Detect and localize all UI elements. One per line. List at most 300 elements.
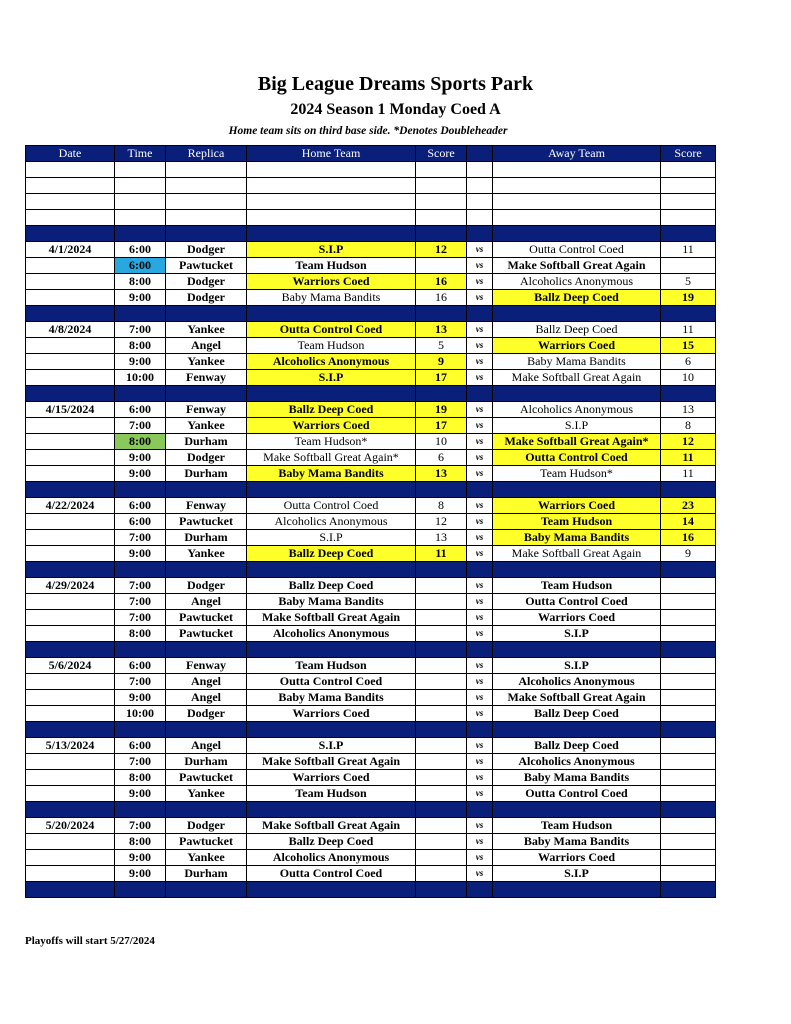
replica-cell: Yankee — [166, 354, 247, 370]
home-score-cell — [416, 194, 467, 210]
time-cell: 9:00 — [115, 546, 166, 562]
vs-cell: vs — [467, 338, 493, 354]
vs-cell: vs — [467, 866, 493, 882]
table-row — [26, 818, 716, 834]
away-score-cell — [661, 610, 716, 626]
replica-cell: Fenway — [166, 370, 247, 386]
separator-cell — [661, 882, 716, 898]
time-cell: 6:00 — [115, 498, 166, 514]
table-row — [26, 498, 716, 514]
separator-cell — [115, 562, 166, 578]
away-score-cell: 12 — [661, 434, 716, 450]
away-score-cell — [661, 738, 716, 754]
away-score-cell — [661, 706, 716, 722]
table-row — [26, 706, 716, 722]
home-team-cell — [247, 194, 416, 210]
table-row — [26, 258, 716, 274]
vs-cell: vs — [467, 706, 493, 722]
separator-cell — [26, 802, 115, 818]
date-cell: 4/22/2024 — [26, 498, 115, 514]
vs-cell: vs — [467, 786, 493, 802]
home-team-cell: Team Hudson* — [247, 434, 416, 450]
away-team-cell: Alcoholics Anonymous — [493, 274, 661, 290]
home-team-cell: Ballz Deep Coed — [247, 834, 416, 850]
time-cell: 6:00 — [115, 658, 166, 674]
replica-cell: Pawtucket — [166, 626, 247, 642]
table-row — [26, 162, 716, 178]
time-cell: 9:00 — [115, 786, 166, 802]
replica-cell: Dodger — [166, 274, 247, 290]
separator-cell — [467, 306, 493, 322]
home-team-cell — [247, 210, 416, 226]
table-row — [26, 626, 716, 642]
home-score-cell — [416, 162, 467, 178]
away-team-cell: Make Softball Great Again* — [493, 434, 661, 450]
home-team-cell: Baby Mama Bandits — [247, 466, 416, 482]
time-cell: 9:00 — [115, 866, 166, 882]
home-team-cell: Outta Control Coed — [247, 322, 416, 338]
separator-cell — [493, 482, 661, 498]
table-row — [26, 674, 716, 690]
separator-cell — [247, 882, 416, 898]
separator-cell — [467, 226, 493, 242]
home-team-cell: Make Softball Great Again — [247, 610, 416, 626]
home-score-cell — [416, 706, 467, 722]
table-row — [26, 546, 716, 562]
away-score-cell: 5 — [661, 274, 716, 290]
away-team-cell: Baby Mama Bandits — [493, 354, 661, 370]
separator-cell — [247, 386, 416, 402]
date-cell — [26, 434, 115, 450]
separator-cell — [416, 226, 467, 242]
vs-cell: vs — [467, 274, 493, 290]
separator-cell — [115, 882, 166, 898]
date-cell: 5/13/2024 — [26, 738, 115, 754]
week-separator-row — [26, 802, 716, 818]
home-team-cell: Alcoholics Anonymous — [247, 354, 416, 370]
time-cell: 7:00 — [115, 322, 166, 338]
column-header-away-team: Away Team — [493, 146, 661, 162]
home-score-cell: 13 — [416, 322, 467, 338]
home-score-cell — [416, 658, 467, 674]
time-cell: 9:00 — [115, 450, 166, 466]
separator-cell — [115, 306, 166, 322]
replica-cell: Dodger — [166, 578, 247, 594]
playoffs-note: Playoffs will start 5/27/2024 — [25, 935, 155, 947]
home-team-cell: S.I.P — [247, 738, 416, 754]
away-score-cell — [661, 210, 716, 226]
schedule-body — [26, 162, 716, 898]
away-team-cell: Ballz Deep Coed — [493, 738, 661, 754]
table-row — [26, 866, 716, 882]
time-cell: 8:00 — [115, 338, 166, 354]
away-team-cell: Outta Control Coed — [493, 786, 661, 802]
replica-cell — [166, 210, 247, 226]
date-cell — [26, 338, 115, 354]
home-score-cell — [416, 178, 467, 194]
time-cell: 6:00 — [115, 738, 166, 754]
home-team-cell: S.I.P — [247, 370, 416, 386]
separator-cell — [166, 642, 247, 658]
home-team-cell: Alcoholics Anonymous — [247, 514, 416, 530]
replica-cell: Dodger — [166, 450, 247, 466]
replica-cell: Pawtucket — [166, 834, 247, 850]
home-score-cell: 12 — [416, 242, 467, 258]
table-row — [26, 594, 716, 610]
home-team-cell: Outta Control Coed — [247, 674, 416, 690]
separator-cell — [467, 882, 493, 898]
away-team-cell: Ballz Deep Coed — [493, 322, 661, 338]
replica-cell: Angel — [166, 674, 247, 690]
column-header-home-team: Home Team — [247, 146, 416, 162]
replica-cell: Pawtucket — [166, 514, 247, 530]
date-cell: 4/1/2024 — [26, 242, 115, 258]
date-cell — [26, 546, 115, 562]
separator-cell — [493, 562, 661, 578]
away-team-cell: Alcoholics Anonymous — [493, 402, 661, 418]
away-team-cell: Alcoholics Anonymous — [493, 754, 661, 770]
home-score-cell — [416, 786, 467, 802]
home-score-cell — [416, 674, 467, 690]
away-team-cell: Make Softball Great Again — [493, 370, 661, 386]
page-title: Big League Dreams Sports Park — [257, 73, 534, 95]
replica-cell: Angel — [166, 690, 247, 706]
vs-cell: vs — [467, 418, 493, 434]
separator-cell — [115, 482, 166, 498]
away-score-cell — [661, 578, 716, 594]
away-team-cell: Warriors Coed — [493, 498, 661, 514]
time-cell: 8:00 — [115, 434, 166, 450]
date-cell — [26, 178, 115, 194]
date-cell — [26, 866, 115, 882]
away-score-cell — [661, 162, 716, 178]
vs-cell: vs — [467, 354, 493, 370]
home-score-cell: 8 — [416, 498, 467, 514]
vs-cell: vs — [467, 498, 493, 514]
replica-cell: Dodger — [166, 290, 247, 306]
replica-cell: Yankee — [166, 418, 247, 434]
table-header-row — [26, 146, 716, 162]
separator-cell — [661, 482, 716, 498]
table-row — [26, 242, 716, 258]
replica-cell: Dodger — [166, 818, 247, 834]
vs-cell: vs — [467, 258, 493, 274]
away-score-cell: 6 — [661, 354, 716, 370]
vs-cell: vs — [467, 530, 493, 546]
separator-cell — [661, 562, 716, 578]
table-row — [26, 210, 716, 226]
separator-cell — [115, 642, 166, 658]
home-team-cell: Make Softball Great Again — [247, 818, 416, 834]
away-team-cell — [493, 178, 661, 194]
away-score-cell — [661, 690, 716, 706]
home-score-cell: 11 — [416, 546, 467, 562]
away-score-cell — [661, 674, 716, 690]
time-cell: 6:00 — [115, 402, 166, 418]
home-team-cell: Team Hudson — [247, 338, 416, 354]
home-score-cell: 5 — [416, 338, 467, 354]
away-team-cell: Baby Mama Bandits — [493, 834, 661, 850]
home-score-cell — [416, 770, 467, 786]
home-score-cell: 13 — [416, 530, 467, 546]
vs-cell: vs — [467, 610, 493, 626]
vs-cell: vs — [467, 690, 493, 706]
date-cell: 5/20/2024 — [26, 818, 115, 834]
separator-cell — [416, 386, 467, 402]
vs-cell — [467, 162, 493, 178]
home-team-cell: Team Hudson — [247, 258, 416, 274]
vs-cell: vs — [467, 546, 493, 562]
replica-cell: Dodger — [166, 242, 247, 258]
week-separator-row — [26, 642, 716, 658]
separator-cell — [247, 226, 416, 242]
separator-cell — [416, 882, 467, 898]
away-score-cell — [661, 786, 716, 802]
week-separator-row — [26, 386, 716, 402]
vs-cell: vs — [467, 450, 493, 466]
date-cell — [26, 290, 115, 306]
replica-cell: Durham — [166, 866, 247, 882]
home-team-cell: Team Hudson — [247, 786, 416, 802]
time-cell: 7:00 — [115, 818, 166, 834]
table-row — [26, 434, 716, 450]
date-cell — [26, 194, 115, 210]
separator-cell — [661, 722, 716, 738]
week-separator-row — [26, 226, 716, 242]
table-row — [26, 754, 716, 770]
vs-cell: vs — [467, 738, 493, 754]
away-score-cell: 11 — [661, 450, 716, 466]
home-score-cell: 17 — [416, 418, 467, 434]
away-score-cell — [661, 834, 716, 850]
replica-cell: Yankee — [166, 786, 247, 802]
home-score-cell: 13 — [416, 466, 467, 482]
replica-cell: Pawtucket — [166, 258, 247, 274]
table-row — [26, 418, 716, 434]
home-team-cell: Baby Mama Bandits — [247, 290, 416, 306]
week-separator-row — [26, 482, 716, 498]
table-row — [26, 514, 716, 530]
home-score-cell: 16 — [416, 274, 467, 290]
separator-cell — [247, 802, 416, 818]
home-team-cell: Alcoholics Anonymous — [247, 850, 416, 866]
separator-cell — [115, 226, 166, 242]
away-team-cell: S.I.P — [493, 626, 661, 642]
table-row — [26, 658, 716, 674]
away-team-cell: S.I.P — [493, 866, 661, 882]
home-team-cell: Alcoholics Anonymous — [247, 626, 416, 642]
away-team-cell — [493, 210, 661, 226]
home-score-cell — [416, 626, 467, 642]
table-row — [26, 370, 716, 386]
table-row — [26, 450, 716, 466]
table-row — [26, 578, 716, 594]
date-cell — [26, 466, 115, 482]
table-row — [26, 770, 716, 786]
date-cell — [26, 162, 115, 178]
separator-cell — [416, 642, 467, 658]
home-team-cell: Warriors Coed — [247, 706, 416, 722]
away-team-cell: Warriors Coed — [493, 338, 661, 354]
home-score-cell: 17 — [416, 370, 467, 386]
column-header-away-score: Score — [661, 146, 716, 162]
separator-cell — [166, 882, 247, 898]
schedule-note: Home team sits on third base side. *Denotes Doubleheader — [228, 125, 508, 137]
away-score-cell: 23 — [661, 498, 716, 514]
away-team-cell: S.I.P — [493, 418, 661, 434]
table-row — [26, 178, 716, 194]
week-separator-row — [26, 722, 716, 738]
away-team-cell: Team Hudson — [493, 818, 661, 834]
home-team-cell: Baby Mama Bandits — [247, 594, 416, 610]
home-team-cell: Team Hudson — [247, 658, 416, 674]
vs-cell: vs — [467, 466, 493, 482]
table-row — [26, 738, 716, 754]
time-cell: 7:00 — [115, 610, 166, 626]
replica-cell: Durham — [166, 434, 247, 450]
separator-cell — [661, 306, 716, 322]
separator-cell — [661, 386, 716, 402]
week-separator-row — [26, 562, 716, 578]
replica-cell: Angel — [166, 738, 247, 754]
away-score-cell: 8 — [661, 418, 716, 434]
time-cell: 9:00 — [115, 850, 166, 866]
away-team-cell: Warriors Coed — [493, 610, 661, 626]
away-score-cell: 10 — [661, 370, 716, 386]
vs-cell — [467, 194, 493, 210]
time-cell: 7:00 — [115, 754, 166, 770]
home-team-cell: Outta Control Coed — [247, 498, 416, 514]
home-score-cell: 19 — [416, 402, 467, 418]
away-team-cell: Alcoholics Anonymous — [493, 674, 661, 690]
separator-cell — [416, 722, 467, 738]
vs-cell: vs — [467, 242, 493, 258]
vs-cell: vs — [467, 754, 493, 770]
separator-cell — [166, 306, 247, 322]
away-team-cell: Make Softball Great Again — [493, 690, 661, 706]
home-score-cell — [416, 834, 467, 850]
home-team-cell: S.I.P — [247, 530, 416, 546]
date-cell — [26, 530, 115, 546]
date-cell — [26, 418, 115, 434]
home-team-cell: Make Softball Great Again — [247, 754, 416, 770]
time-cell — [115, 162, 166, 178]
home-score-cell: 9 — [416, 354, 467, 370]
home-team-cell — [247, 162, 416, 178]
column-header-vs — [467, 146, 493, 162]
date-cell — [26, 786, 115, 802]
home-team-cell: Ballz Deep Coed — [247, 402, 416, 418]
home-score-cell: 16 — [416, 290, 467, 306]
table-row — [26, 834, 716, 850]
separator-cell — [26, 882, 115, 898]
date-cell — [26, 690, 115, 706]
away-team-cell: Ballz Deep Coed — [493, 290, 661, 306]
home-team-cell: Make Softball Great Again* — [247, 450, 416, 466]
vs-cell: vs — [467, 658, 493, 674]
away-team-cell: Baby Mama Bandits — [493, 530, 661, 546]
time-cell: 6:00 — [115, 514, 166, 530]
vs-cell: vs — [467, 626, 493, 642]
vs-cell: vs — [467, 322, 493, 338]
separator-cell — [493, 642, 661, 658]
time-cell: 7:00 — [115, 578, 166, 594]
separator-cell — [26, 226, 115, 242]
separator-cell — [467, 386, 493, 402]
time-cell — [115, 210, 166, 226]
away-score-cell: 15 — [661, 338, 716, 354]
table-row — [26, 850, 716, 866]
separator-cell — [467, 562, 493, 578]
date-cell — [26, 850, 115, 866]
vs-cell: vs — [467, 578, 493, 594]
separator-cell — [416, 482, 467, 498]
replica-cell: Fenway — [166, 658, 247, 674]
date-cell — [26, 770, 115, 786]
separator-cell — [493, 386, 661, 402]
date-cell: 5/6/2024 — [26, 658, 115, 674]
time-cell: 7:00 — [115, 674, 166, 690]
separator-cell — [416, 306, 467, 322]
time-cell: 8:00 — [115, 770, 166, 786]
away-score-cell — [661, 658, 716, 674]
table-row — [26, 610, 716, 626]
table-row — [26, 786, 716, 802]
separator-cell — [166, 562, 247, 578]
separator-cell — [493, 882, 661, 898]
table-row — [26, 690, 716, 706]
table-row — [26, 274, 716, 290]
week-separator-row — [26, 882, 716, 898]
home-score-cell — [416, 578, 467, 594]
away-score-cell — [661, 866, 716, 882]
home-score-cell — [416, 866, 467, 882]
replica-cell: Pawtucket — [166, 610, 247, 626]
date-cell — [26, 706, 115, 722]
away-score-cell: 11 — [661, 322, 716, 338]
vs-cell: vs — [467, 834, 493, 850]
home-score-cell — [416, 690, 467, 706]
week-separator-row — [26, 306, 716, 322]
replica-cell: Fenway — [166, 498, 247, 514]
date-cell — [26, 674, 115, 690]
home-score-cell — [416, 610, 467, 626]
date-cell — [26, 626, 115, 642]
vs-cell: vs — [467, 818, 493, 834]
away-score-cell: 14 — [661, 514, 716, 530]
away-score-cell: 11 — [661, 242, 716, 258]
separator-cell — [467, 802, 493, 818]
replica-cell: Fenway — [166, 402, 247, 418]
away-score-cell: 19 — [661, 290, 716, 306]
vs-cell: vs — [467, 402, 493, 418]
time-cell — [115, 194, 166, 210]
date-cell — [26, 450, 115, 466]
date-cell: 4/8/2024 — [26, 322, 115, 338]
away-team-cell — [493, 194, 661, 210]
page-subtitle: 2024 Season 1 Monday Coed A — [290, 101, 501, 118]
separator-cell — [661, 802, 716, 818]
date-cell — [26, 210, 115, 226]
separator-cell — [467, 482, 493, 498]
away-score-cell: 11 — [661, 466, 716, 482]
separator-cell — [26, 642, 115, 658]
home-team-cell: Warriors Coed — [247, 418, 416, 434]
away-team-cell: Warriors Coed — [493, 850, 661, 866]
separator-cell — [247, 306, 416, 322]
separator-cell — [493, 226, 661, 242]
time-cell: 7:00 — [115, 418, 166, 434]
